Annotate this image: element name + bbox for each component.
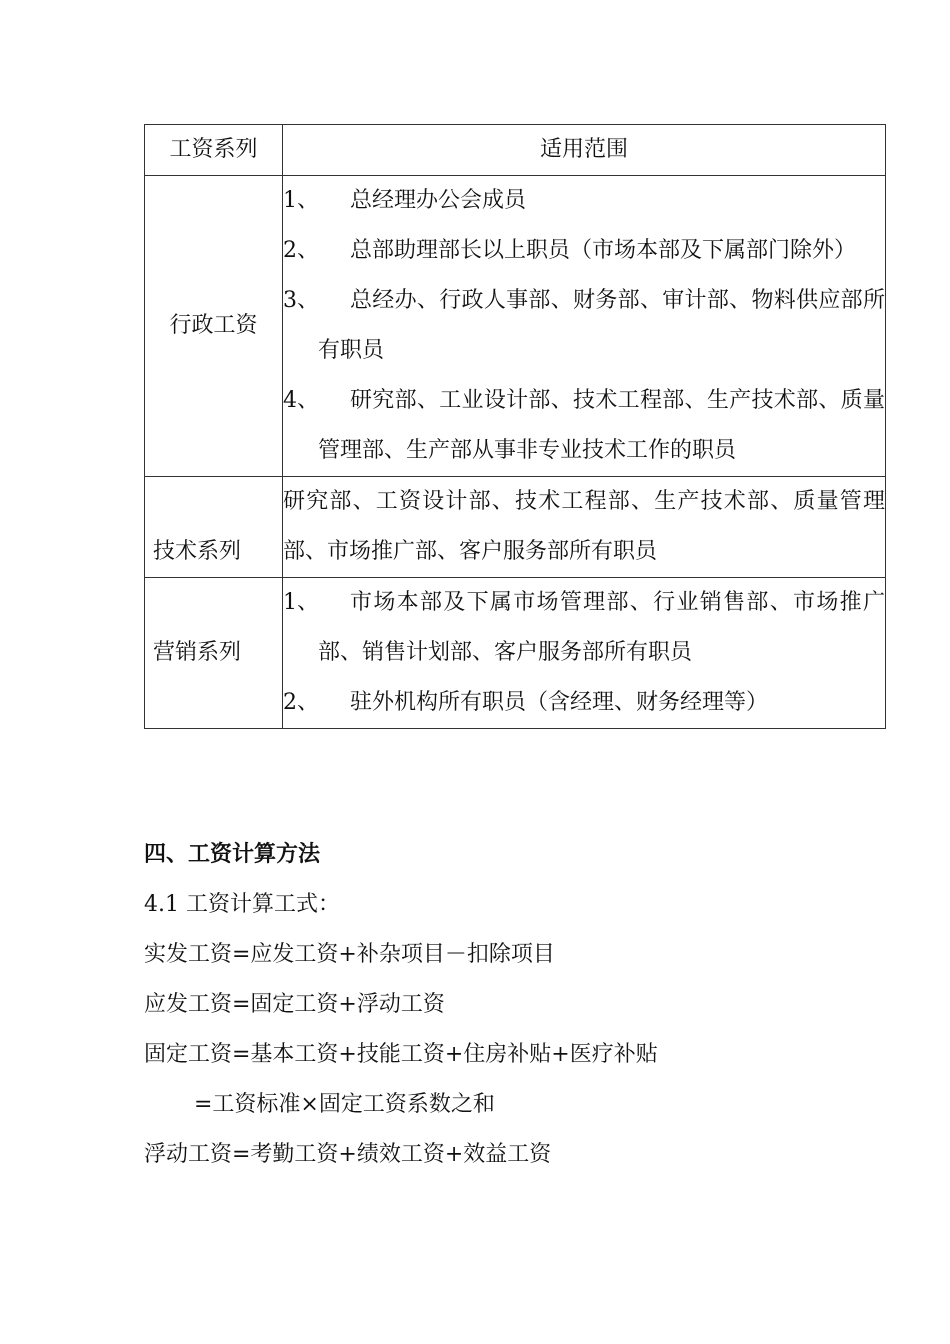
scope-admin: [283, 176, 886, 477]
table-row-marketing: [145, 578, 886, 729]
table-row-technical: [145, 477, 886, 578]
item-number: 3、: [283, 288, 319, 313]
calculation-section: [144, 830, 886, 1180]
header-salary-series: 工资系列: [145, 125, 283, 176]
item-text: 研究部、工业设计部、技术工程部、生产技术部、质量管理部、生产部从事非专业技术工作的职员: [318, 388, 885, 463]
formula-gross-pay: 应发工资=固定工资+浮动工资: [144, 992, 445, 1017]
list-item: [283, 376, 885, 476]
list-item: [283, 678, 885, 728]
table-header-row: [145, 125, 886, 176]
category-marketing: 营销系列: [145, 578, 283, 729]
scope-technical: [283, 477, 886, 578]
scope-marketing: [283, 578, 886, 729]
item-text: 总经办、行政人事部、财务部、审计部、物料供应部所有职员: [318, 288, 885, 363]
header-scope: 适用范围: [283, 125, 886, 176]
item-text: 市场本部及下属市场管理部、行业销售部、市场推广部、销售计划部、客户服务部所有职员: [318, 590, 885, 665]
item-number: 1、: [283, 590, 319, 615]
category-admin: 行政工资: [145, 176, 283, 477]
item-number: 4、: [283, 388, 319, 413]
item-text: 总经理办公会成员: [350, 188, 527, 213]
salary-scope-table: [144, 124, 886, 729]
list-item: [283, 176, 885, 226]
scope-text: 研究部、工资设计部、技术工程部、生产技术部、质量管理部、市场推广部、客户服务部所有职员: [283, 489, 885, 564]
section-subtitle: 4.1 工资计算工式：: [144, 892, 340, 917]
category-technical: 技术系列: [145, 477, 283, 578]
item-text: 驻外机构所有职员（含经理、财务经理等）: [350, 690, 769, 715]
formula-net-pay: 实发工资=应发工资+补杂项目－扣除项目: [144, 942, 555, 967]
formula-floating-pay: 浮动工资=考勤工资+绩效工资+效益工资: [144, 1142, 552, 1167]
item-number: 2、: [283, 690, 319, 715]
formula-fixed-pay: 固定工资=基本工资+技能工资+住房补贴+医疗补贴: [144, 1042, 658, 1067]
list-item: [283, 226, 885, 276]
formula-fixed-pay-alt: =工资标准×固定工资系数之和: [194, 1092, 495, 1117]
item-text: 总部助理部长以上职员（市场本部及下属部门除外）: [350, 238, 857, 263]
item-number: 2、: [283, 238, 319, 263]
list-item: [283, 276, 885, 376]
list-item: [283, 578, 885, 678]
item-number: 1、: [283, 188, 319, 213]
table-row-admin: [145, 176, 886, 477]
section-title: 四、工资计算方法: [144, 842, 321, 867]
